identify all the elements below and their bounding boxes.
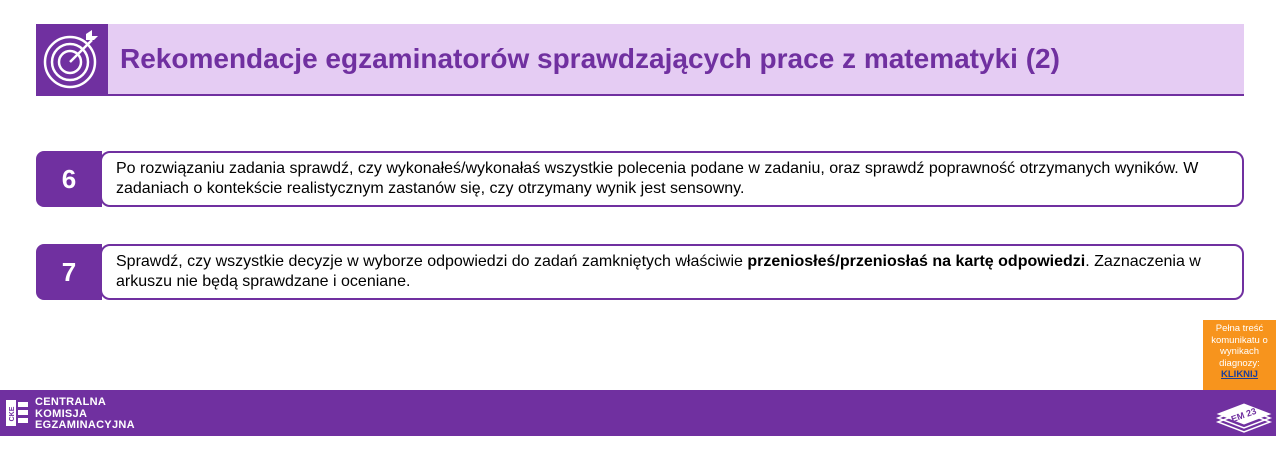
recommendation-6 (36, 151, 1246, 207)
recommendation-text-box (100, 151, 1244, 207)
cke-logo-icon (4, 398, 30, 428)
results-notice (1203, 320, 1276, 390)
recommendation-text (116, 252, 1228, 292)
slide-header (36, 24, 1246, 96)
header-icon-box (36, 24, 108, 96)
page-title: Rekomendacje egzaminatorów sprawdzających prace z matematyki (2) (120, 43, 1060, 74)
org-name-line: EGZAMINACYJNA (35, 419, 135, 431)
target-icon (40, 28, 104, 92)
recommendation-text (116, 159, 1228, 199)
recommendation-text-part: Po rozwiązaniu zadania sprawdź, czy wykonałeś/wykonałaś wszystkie polecenia podane w zadaniu, oraz sprawdź poprawność otrzymanych wyników. W zadaniach o kontekście realistycznym zastanów się, czy otrzymany wynik jest sensowny. (116, 160, 1199, 197)
em23-logo-icon (1214, 392, 1274, 436)
recommendation-text-box (100, 244, 1244, 300)
header-title-box (108, 24, 1244, 96)
org-name-line: KOMISJA (35, 407, 88, 420)
recommendation-7 (36, 244, 1246, 300)
notice-link[interactable]: KLIKNIJ (1221, 369, 1258, 380)
org-name (35, 397, 135, 432)
org-name-line: CENTRALNA (35, 396, 107, 408)
recommendation-text-part: . Zaznaczenia w arkuszu nie będą sprawdzane i oceniane. (116, 253, 1201, 290)
em23-logo-text: EM 23 (1229, 405, 1258, 425)
recommendation-text-bold: przeniosłeś/przeniosłaś na kartę odpowiedzi (747, 253, 1086, 270)
recommendation-number: 7 (36, 244, 102, 300)
cke-logo-letters: CKE (9, 406, 16, 422)
recommendation-text-part: Sprawdź, czy wszystkie decyzje w wyborze odpowiedzi do zadań zamkniętych właściwie (116, 253, 748, 270)
footer-bar (0, 390, 1276, 436)
recommendation-number: 6 (36, 151, 102, 207)
notice-text: Pełna treść komunikatu o wynikach diagnozy: (1211, 323, 1268, 369)
